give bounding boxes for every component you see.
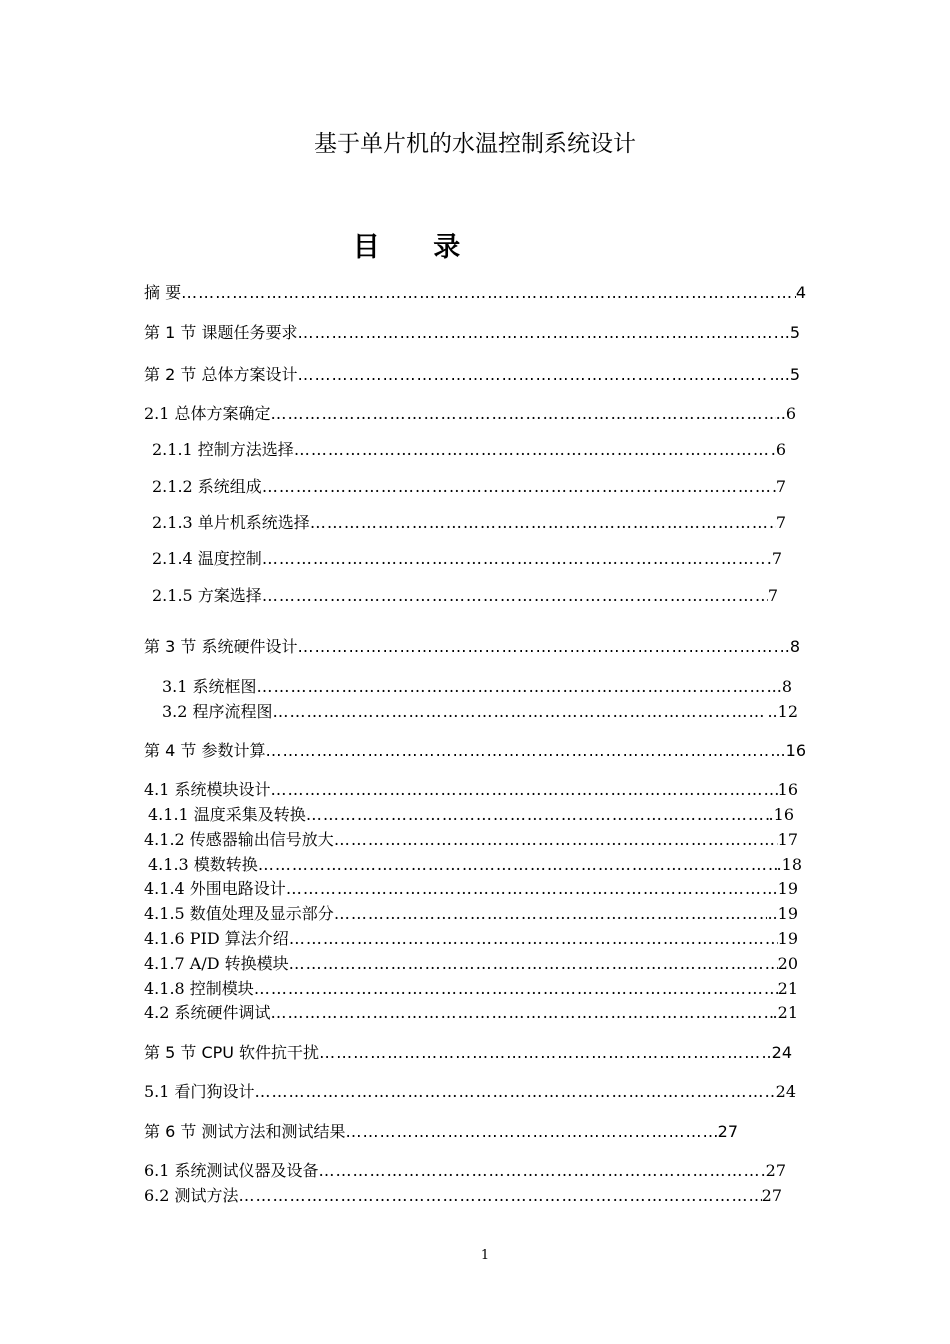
toc-entry-label: 3.2 程序流程图 [162,702,273,721]
toc-entry-4-1-1[interactable] [148,803,794,827]
toc-entry-4-1-6[interactable] [144,927,798,951]
leader-dots [297,363,769,387]
toc-entry-page: 7 [775,477,786,496]
leader-dots [258,853,777,877]
leader-dots [297,321,779,345]
toc-entry-label: 4.1.6 PID 算法介绍 [144,929,289,948]
toc-entry-5-1[interactable] [144,1080,796,1104]
leader-dots [334,828,778,852]
leader-dots [297,635,779,659]
toc-entry-label: 2.1 总体方案确定 [144,404,271,423]
toc-entry-page: 20 [777,954,798,973]
toc-entry-label: 第 1 节 课题任务要求 [144,323,298,342]
toc-entry-page: ..19 [767,904,798,923]
toc-entry-page: 27 [761,1186,782,1205]
leader-dots [271,778,778,802]
toc-entry-3-1[interactable] [162,675,792,699]
leader-dots [257,675,772,699]
toc-entry-label: 第 6 节 测试方法和测试结果 [144,1122,346,1141]
toc-entry-label: 4.1.1 温度采集及转换 [148,805,306,824]
toc-entry-label: 6.2 测试方法 [144,1186,239,1205]
toc-entry-page: 17 [777,830,798,849]
toc-entry-label: 2.1.4 温度控制 [152,549,262,568]
toc-entry-4-1-4[interactable] [144,877,798,901]
toc-entry-label: 6.1 系统测试仪器及设备 [144,1161,319,1180]
toc-entry-page: 19 [777,929,798,948]
toc-entry-label: 第 2 节 总体方案设计 [144,365,298,384]
toc-entry-page: ....5 [769,365,800,384]
toc-entry-label: 4.1.5 数值处理及显示部分 [144,904,334,923]
leader-dots [255,1080,776,1104]
toc-entry-2-1-2[interactable] [152,475,786,499]
toc-entry-label: 4.1.2 传感器输出信号放大 [144,830,334,849]
toc-entry-section-5[interactable] [144,1041,792,1065]
toc-entry-label: 第 3 节 系统硬件设计 [144,637,298,656]
toc-entry-page: ...16 [770,741,806,760]
toc-entry-page: ..8 [771,677,792,696]
toc-entry-label: 第 4 节 参数计算 [144,741,266,760]
toc-entry-2-1-3[interactable] [152,511,786,535]
toc-entry-page: 27 [765,1161,786,1180]
toc-entry-label: 3.1 系统框图 [162,677,257,696]
toc-entry-section-3[interactable] [144,635,800,659]
page-number: 1 [480,1248,490,1263]
leader-dots [345,1120,717,1144]
toc-entry-page: 7 [767,586,778,605]
toc-entry-2-1-1[interactable] [152,438,786,462]
toc-entry-page: 16 [777,780,798,799]
toc-entry-2-1[interactable] [144,402,796,426]
toc-entry-label: 4.1.8 控制模块 [144,979,254,998]
toc-entry-label: 2.1.1 控制方法选择 [152,440,294,459]
toc-entry-2-1-4[interactable] [152,547,782,571]
leader-dots [310,511,776,535]
toc-entry-4-1-2[interactable] [144,828,798,852]
toc-entry-4-1-7[interactable] [144,952,798,976]
toc-entry-6-1[interactable] [144,1159,786,1183]
toc-entry-label: 2.1.2 系统组成 [152,477,262,496]
leader-dots [319,1159,766,1183]
leader-dots [271,402,776,426]
toc-entry-6-2[interactable] [144,1184,782,1208]
toc-entry-label: 摘 要 [144,283,182,302]
leader-dots [319,1041,761,1065]
toc-entry-label: 4.1.7 A/D 转换模块 [144,954,289,973]
leader-dots [262,584,768,608]
leader-dots [265,739,770,763]
leader-dots [289,927,778,951]
toc-heading: 目 录 [352,232,483,263]
toc-entry-section-2[interactable] [144,363,800,387]
toc-entry-page: .18 [776,855,802,874]
leader-dots [181,281,796,305]
toc-entry-label: 5.1 看门狗设计 [144,1082,255,1101]
toc-entry-section-1[interactable] [144,321,800,345]
toc-entry-4-1-5[interactable] [144,902,798,926]
toc-entry-label: 4.2 系统硬件调试 [144,1003,271,1022]
toc-entry-section-6[interactable] [144,1120,738,1144]
leader-dots [334,902,768,926]
toc-entry-page: .7 [766,549,782,568]
leader-dots [262,475,776,499]
toc-entry-page: .6 [770,440,786,459]
toc-entry-page: 27 [717,1122,738,1141]
toc-entry-2-1-5[interactable] [152,584,778,608]
leader-dots [254,977,778,1001]
toc-entry-page: ..24 [761,1043,792,1062]
toc-entry-page: .19 [772,879,798,898]
toc-entry-label: 2.1.5 方案选择 [152,586,262,605]
toc-entry-page: ..5 [779,323,800,342]
toc-entry-label: 4.1.3 模数转换 [148,855,258,874]
toc-entry-abstract[interactable] [144,281,806,305]
toc-entry-page: 21 [777,979,798,998]
toc-entry-page: ..12 [767,702,798,721]
toc-entry-4-1[interactable] [144,778,798,802]
document-title: 基于单片机的水温控制系统设计 [314,131,636,157]
toc-entry-page: 7 [775,513,786,532]
leader-dots [286,877,773,901]
toc-entry-page: 4 [795,283,806,302]
toc-entry-page: .16 [768,805,794,824]
toc-entry-page: 24 [775,1082,796,1101]
toc-entry-label: 4.1.4 外围电路设计 [144,879,286,898]
leader-dots [289,952,778,976]
toc-entry-page: ..8 [779,637,800,656]
toc-entry-page: .21 [772,1003,798,1022]
toc-entry-4-2[interactable] [144,1001,798,1025]
toc-entry-section-4[interactable] [144,739,806,763]
toc-entry-page: ..6 [775,404,796,423]
toc-entry-3-2[interactable] [162,700,798,724]
toc-entry-4-1-3[interactable] [148,853,802,877]
leader-dots [306,803,769,827]
leader-dots [273,700,768,724]
leader-dots [262,547,767,571]
leader-dots [271,1001,773,1025]
toc-entry-label: 2.1.3 单片机系统选择 [152,513,310,532]
toc-entry-4-1-8[interactable] [144,977,798,1001]
leader-dots [239,1184,762,1208]
leader-dots [294,438,771,462]
toc-entry-label: 第 5 节 CPU 软件抗干扰 [144,1043,320,1062]
toc-entry-label: 4.1 系统模块设计 [144,780,271,799]
